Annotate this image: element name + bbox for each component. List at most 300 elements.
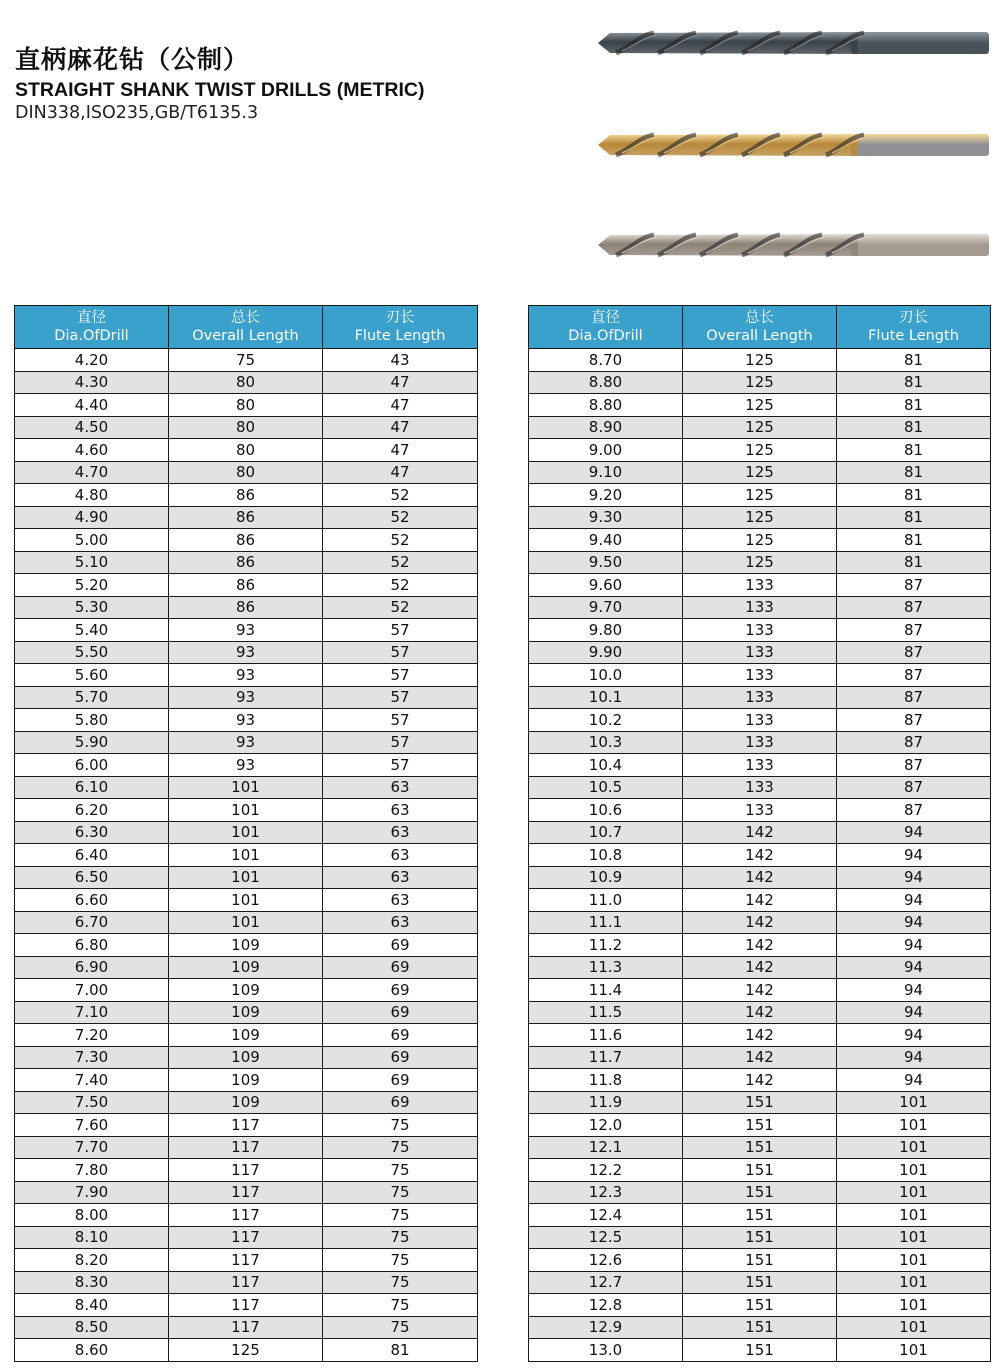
table-row: [15, 866, 478, 889]
table-row: [15, 664, 478, 687]
diameter-cell: 7.50: [15, 1091, 169, 1114]
diameter-cell: 4.20: [15, 349, 169, 372]
overall-length-cell: 142: [683, 821, 837, 844]
flute-length-cell: 43: [323, 349, 478, 372]
table-row: [15, 1069, 478, 1092]
flute-length-cell: 69: [323, 1046, 478, 1069]
overall-length-cell: 142: [683, 979, 837, 1002]
overall-length-cell: 101: [169, 844, 323, 867]
overall-length-cell: 86: [169, 506, 323, 529]
flute-length-cell: 63: [323, 776, 478, 799]
table-row: [15, 1024, 478, 1047]
diameter-cell: 8.80: [529, 371, 683, 394]
diameter-cell: 9.90: [529, 641, 683, 664]
diameter-cell: 10.6: [529, 799, 683, 822]
flute-length-cell: 63: [323, 821, 478, 844]
overall-length-cell: 93: [169, 709, 323, 732]
table-row: [15, 844, 478, 867]
diameter-cell: 8.20: [15, 1249, 169, 1272]
flute-length-cell: 81: [837, 416, 991, 439]
diameter-cell: 11.7: [529, 1046, 683, 1069]
table-row: [15, 416, 478, 439]
overall-length-cell: 80: [169, 416, 323, 439]
flute-length-cell: 81: [837, 506, 991, 529]
flute-length-cell: 87: [837, 641, 991, 664]
overall-length-cell: 80: [169, 394, 323, 417]
flute-length-cell: 94: [837, 889, 991, 912]
overall-length-cell: 151: [683, 1204, 837, 1227]
table-row: [529, 866, 991, 889]
flute-length-cell: 94: [837, 1001, 991, 1024]
flute-length-cell: 101: [837, 1271, 991, 1294]
diameter-cell: 10.8: [529, 844, 683, 867]
overall-length-cell: 151: [683, 1249, 837, 1272]
table-header-row: [529, 306, 991, 349]
overall-length-cell: 109: [169, 979, 323, 1002]
table-row: [15, 686, 478, 709]
flute-length-cell: 69: [323, 1001, 478, 1024]
flute-length-cell: 87: [837, 754, 991, 777]
table-row: [529, 641, 991, 664]
flute-length-cell: 81: [837, 461, 991, 484]
column-header-diameter: 直径 Dia.OfDrill: [15, 306, 169, 349]
flute-length-cell: 81: [837, 484, 991, 507]
flute-length-cell: 47: [323, 461, 478, 484]
flute-length-cell: 94: [837, 866, 991, 889]
table-row: [15, 1249, 478, 1272]
flute-length-cell: 87: [837, 619, 991, 642]
flute-length-cell: 101: [837, 1226, 991, 1249]
overall-length-cell: 151: [683, 1271, 837, 1294]
table-row: [15, 596, 478, 619]
diameter-cell: 6.00: [15, 754, 169, 777]
overall-length-cell: 142: [683, 1046, 837, 1069]
page-title-chinese: 直柄麻花钻（公制）: [15, 45, 250, 74]
diameter-cell: 5.40: [15, 619, 169, 642]
flute-length-cell: 101: [837, 1339, 991, 1362]
diameter-cell: 9.40: [529, 529, 683, 552]
table-row: [15, 1226, 478, 1249]
table-row: [529, 1271, 991, 1294]
flute-length-cell: 57: [323, 709, 478, 732]
flute-length-cell: 101: [837, 1136, 991, 1159]
flute-length-cell: 94: [837, 844, 991, 867]
diameter-cell: 8.30: [15, 1271, 169, 1294]
diameter-cell: 12.1: [529, 1136, 683, 1159]
drill-size-table-right: [528, 305, 991, 1362]
flute-length-cell: 52: [323, 551, 478, 574]
overall-length-cell: 101: [169, 821, 323, 844]
flute-length-cell: 63: [323, 799, 478, 822]
flute-length-cell: 63: [323, 911, 478, 934]
diameter-cell: 10.1: [529, 686, 683, 709]
overall-length-cell: 142: [683, 911, 837, 934]
diameter-cell: 5.30: [15, 596, 169, 619]
overall-length-cell: 117: [169, 1159, 323, 1182]
diameter-cell: 7.00: [15, 979, 169, 1002]
diameter-cell: 6.60: [15, 889, 169, 912]
table-row: [529, 844, 991, 867]
overall-length-cell: 125: [683, 551, 837, 574]
flute-length-cell: 75: [323, 1249, 478, 1272]
flute-length-cell: 69: [323, 956, 478, 979]
overall-length-cell: 101: [169, 866, 323, 889]
flute-length-cell: 87: [837, 574, 991, 597]
diameter-cell: 10.5: [529, 776, 683, 799]
table-row: [529, 1159, 991, 1182]
overall-length-cell: 125: [683, 371, 837, 394]
table-row: [15, 1136, 478, 1159]
diameter-cell: 11.3: [529, 956, 683, 979]
column-header-overall-length: 总长 Overall Length: [169, 306, 323, 349]
table-row: [529, 979, 991, 1002]
table-row: [529, 1316, 991, 1339]
table-row: [15, 1091, 478, 1114]
overall-length-cell: 109: [169, 1024, 323, 1047]
overall-length-cell: 93: [169, 664, 323, 687]
diameter-cell: 9.70: [529, 596, 683, 619]
flute-length-cell: 87: [837, 709, 991, 732]
overall-length-cell: 151: [683, 1294, 837, 1317]
flute-length-cell: 94: [837, 1046, 991, 1069]
diameter-cell: 5.50: [15, 641, 169, 664]
overall-length-cell: 142: [683, 1069, 837, 1092]
overall-length-cell: 151: [683, 1136, 837, 1159]
overall-length-cell: 80: [169, 371, 323, 394]
overall-length-cell: 151: [683, 1159, 837, 1182]
flute-length-cell: 81: [837, 551, 991, 574]
table-row: [529, 956, 991, 979]
table-row: [15, 619, 478, 642]
page-title-english: STRAIGHT SHANK TWIST DRILLS (METRIC): [15, 79, 425, 101]
flute-length-cell: 47: [323, 371, 478, 394]
table-row: [15, 439, 478, 462]
table-row: [15, 1294, 478, 1317]
diameter-cell: 4.80: [15, 484, 169, 507]
diameter-cell: 9.50: [529, 551, 683, 574]
flute-length-cell: 81: [837, 529, 991, 552]
table-row: [529, 1249, 991, 1272]
flute-length-cell: 75: [323, 1204, 478, 1227]
table-row: [529, 1091, 991, 1114]
diameter-cell: 9.80: [529, 619, 683, 642]
flute-length-cell: 57: [323, 731, 478, 754]
table-row: [529, 754, 991, 777]
diameter-cell: 13.0: [529, 1339, 683, 1362]
diameter-cell: 4.30: [15, 371, 169, 394]
flute-length-cell: 75: [323, 1226, 478, 1249]
overall-length-cell: 151: [683, 1181, 837, 1204]
overall-length-cell: 125: [683, 394, 837, 417]
standards-line: DIN338,ISO235,GB/T6135.3: [15, 103, 259, 123]
table-row: [15, 1204, 478, 1227]
flute-length-cell: 69: [323, 1091, 478, 1114]
overall-length-cell: 133: [683, 574, 837, 597]
flute-length-cell: 47: [323, 439, 478, 462]
overall-length-cell: 133: [683, 664, 837, 687]
overall-length-cell: 133: [683, 799, 837, 822]
table-row: [15, 461, 478, 484]
overall-length-cell: 125: [683, 529, 837, 552]
flute-length-cell: 101: [837, 1159, 991, 1182]
flute-length-cell: 87: [837, 799, 991, 822]
table-row: [529, 1181, 991, 1204]
table-row: [529, 821, 991, 844]
diameter-cell: 4.50: [15, 416, 169, 439]
diameter-cell: 8.80: [529, 394, 683, 417]
flute-length-cell: 75: [323, 1114, 478, 1137]
table-row: [15, 1159, 478, 1182]
flute-length-cell: 94: [837, 821, 991, 844]
diameter-cell: 7.60: [15, 1114, 169, 1137]
column-header-overall-length: 总长 Overall Length: [683, 306, 837, 349]
diameter-cell: 11.8: [529, 1069, 683, 1092]
diameter-cell: 5.10: [15, 551, 169, 574]
flute-length-cell: 69: [323, 1024, 478, 1047]
table-row: [529, 371, 991, 394]
diameter-cell: 6.30: [15, 821, 169, 844]
diameter-cell: 11.9: [529, 1091, 683, 1114]
overall-length-cell: 125: [683, 484, 837, 507]
overall-length-cell: 151: [683, 1339, 837, 1362]
diameter-cell: 10.0: [529, 664, 683, 687]
table-row: [529, 934, 991, 957]
titanium-drill-image: [596, 130, 990, 160]
overall-length-cell: 142: [683, 934, 837, 957]
diameter-cell: 8.40: [15, 1294, 169, 1317]
table-row: [529, 1226, 991, 1249]
flute-length-cell: 81: [323, 1339, 478, 1362]
table-row: [15, 754, 478, 777]
flute-length-cell: 57: [323, 641, 478, 664]
table-row: [15, 506, 478, 529]
diameter-cell: 9.10: [529, 461, 683, 484]
table-row: [529, 686, 991, 709]
overall-length-cell: 133: [683, 596, 837, 619]
overall-length-cell: 142: [683, 889, 837, 912]
flute-length-cell: 69: [323, 1069, 478, 1092]
overall-length-cell: 109: [169, 956, 323, 979]
flute-length-cell: 101: [837, 1316, 991, 1339]
overall-length-cell: 101: [169, 776, 323, 799]
flute-length-cell: 94: [837, 1069, 991, 1092]
flute-length-cell: 81: [837, 349, 991, 372]
table-row: [529, 731, 991, 754]
diameter-cell: 7.70: [15, 1136, 169, 1159]
flute-length-cell: 87: [837, 776, 991, 799]
overall-length-cell: 117: [169, 1114, 323, 1137]
flute-length-cell: 101: [837, 1091, 991, 1114]
flute-length-cell: 52: [323, 596, 478, 619]
table-row: [529, 709, 991, 732]
diameter-cell: 6.90: [15, 956, 169, 979]
flute-length-cell: 94: [837, 979, 991, 1002]
column-header-flute-length: 刃长 Flute Length: [837, 306, 991, 349]
diameter-cell: 5.80: [15, 709, 169, 732]
black-oxide-drill-graphic: [596, 28, 990, 58]
overall-length-cell: 133: [683, 686, 837, 709]
overall-length-cell: 101: [169, 911, 323, 934]
overall-length-cell: 117: [169, 1294, 323, 1317]
diameter-cell: 12.6: [529, 1249, 683, 1272]
overall-length-cell: 101: [169, 799, 323, 822]
diameter-cell: 4.70: [15, 461, 169, 484]
diameter-cell: 8.10: [15, 1226, 169, 1249]
overall-length-cell: 151: [683, 1114, 837, 1137]
flute-length-cell: 52: [323, 484, 478, 507]
table-row: [529, 394, 991, 417]
diameter-cell: 9.30: [529, 506, 683, 529]
diameter-cell: 12.3: [529, 1181, 683, 1204]
table-row: [15, 371, 478, 394]
column-header-flute-length: 刃长 Flute Length: [323, 306, 478, 349]
diameter-cell: 11.4: [529, 979, 683, 1002]
overall-length-cell: 133: [683, 709, 837, 732]
table-row: [529, 1069, 991, 1092]
overall-length-cell: 142: [683, 956, 837, 979]
diameter-cell: 7.90: [15, 1181, 169, 1204]
diameter-cell: 5.70: [15, 686, 169, 709]
diameter-cell: 8.70: [529, 349, 683, 372]
diameter-cell: 4.90: [15, 506, 169, 529]
flute-length-cell: 101: [837, 1294, 991, 1317]
table-row: [15, 956, 478, 979]
diameter-cell: 6.10: [15, 776, 169, 799]
table-row: [15, 1046, 478, 1069]
table-row: [529, 596, 991, 619]
overall-length-cell: 117: [169, 1271, 323, 1294]
overall-length-cell: 117: [169, 1249, 323, 1272]
diameter-cell: 5.00: [15, 529, 169, 552]
flute-length-cell: 47: [323, 416, 478, 439]
table-row: [15, 889, 478, 912]
table-row: [529, 484, 991, 507]
diameter-cell: 12.8: [529, 1294, 683, 1317]
diameter-cell: 9.00: [529, 439, 683, 462]
overall-length-cell: 75: [169, 349, 323, 372]
diameter-cell: 7.10: [15, 1001, 169, 1024]
diameter-cell: 7.80: [15, 1159, 169, 1182]
flute-length-cell: 57: [323, 664, 478, 687]
diameter-cell: 7.30: [15, 1046, 169, 1069]
overall-length-cell: 86: [169, 574, 323, 597]
diameter-cell: 10.2: [529, 709, 683, 732]
overall-length-cell: 80: [169, 461, 323, 484]
overall-length-cell: 80: [169, 439, 323, 462]
table-row: [529, 1001, 991, 1024]
overall-length-cell: 151: [683, 1316, 837, 1339]
diameter-cell: 8.90: [529, 416, 683, 439]
diameter-cell: 6.50: [15, 866, 169, 889]
black-oxide-drill-image: [596, 28, 990, 58]
overall-length-cell: 142: [683, 1024, 837, 1047]
overall-length-cell: 133: [683, 754, 837, 777]
flute-length-cell: 94: [837, 956, 991, 979]
table-row: [529, 1136, 991, 1159]
diameter-cell: 12.9: [529, 1316, 683, 1339]
flute-length-cell: 63: [323, 866, 478, 889]
overall-length-cell: 142: [683, 866, 837, 889]
flute-length-cell: 75: [323, 1316, 478, 1339]
flute-length-cell: 101: [837, 1114, 991, 1137]
flute-length-cell: 69: [323, 979, 478, 1002]
flute-length-cell: 94: [837, 911, 991, 934]
flute-length-cell: 81: [837, 371, 991, 394]
diameter-cell: 8.00: [15, 1204, 169, 1227]
table-row: [15, 709, 478, 732]
flute-length-cell: 94: [837, 1024, 991, 1047]
overall-length-cell: 142: [683, 844, 837, 867]
flute-length-cell: 87: [837, 664, 991, 687]
overall-length-cell: 109: [169, 1001, 323, 1024]
overall-length-cell: 133: [683, 731, 837, 754]
overall-length-cell: 117: [169, 1136, 323, 1159]
diameter-cell: 10.7: [529, 821, 683, 844]
table-row: [15, 1181, 478, 1204]
diameter-cell: 8.60: [15, 1339, 169, 1362]
flute-length-cell: 75: [323, 1181, 478, 1204]
titanium-drill-graphic: [596, 130, 990, 160]
overall-length-cell: 101: [169, 889, 323, 912]
table-row: [15, 394, 478, 417]
diameter-cell: 9.60: [529, 574, 683, 597]
table-row: [15, 1271, 478, 1294]
table-row: [529, 619, 991, 642]
overall-length-cell: 125: [683, 416, 837, 439]
table-row: [529, 1024, 991, 1047]
table-header-row: [15, 306, 478, 349]
table-row: [15, 551, 478, 574]
table-row: [529, 551, 991, 574]
table-row: [529, 349, 991, 372]
overall-length-cell: 151: [683, 1226, 837, 1249]
diameter-cell: 11.2: [529, 934, 683, 957]
overall-length-cell: 117: [169, 1204, 323, 1227]
flute-length-cell: 57: [323, 619, 478, 642]
flute-length-cell: 87: [837, 731, 991, 754]
table-row: [529, 889, 991, 912]
table-row: [529, 776, 991, 799]
overall-length-cell: 125: [683, 461, 837, 484]
overall-length-cell: 109: [169, 1069, 323, 1092]
table-row: [15, 574, 478, 597]
diameter-cell: 4.40: [15, 394, 169, 417]
table-row: [529, 506, 991, 529]
table-row: [15, 641, 478, 664]
diameter-cell: 6.80: [15, 934, 169, 957]
table-row: [15, 776, 478, 799]
diameter-cell: 6.20: [15, 799, 169, 822]
table-row: [529, 1204, 991, 1227]
table-row: [15, 349, 478, 372]
overall-length-cell: 133: [683, 619, 837, 642]
overall-length-cell: 125: [683, 349, 837, 372]
diameter-cell: 5.60: [15, 664, 169, 687]
overall-length-cell: 86: [169, 484, 323, 507]
overall-length-cell: 93: [169, 731, 323, 754]
flute-length-cell: 94: [837, 934, 991, 957]
flute-length-cell: 75: [323, 1271, 478, 1294]
diameter-cell: 7.40: [15, 1069, 169, 1092]
diameter-cell: 9.20: [529, 484, 683, 507]
diameter-cell: 6.70: [15, 911, 169, 934]
overall-length-cell: 117: [169, 1181, 323, 1204]
column-header-diameter: 直径 Dia.OfDrill: [529, 306, 683, 349]
overall-length-cell: 86: [169, 551, 323, 574]
diameter-cell: 10.4: [529, 754, 683, 777]
overall-length-cell: 133: [683, 776, 837, 799]
table-row: [15, 799, 478, 822]
